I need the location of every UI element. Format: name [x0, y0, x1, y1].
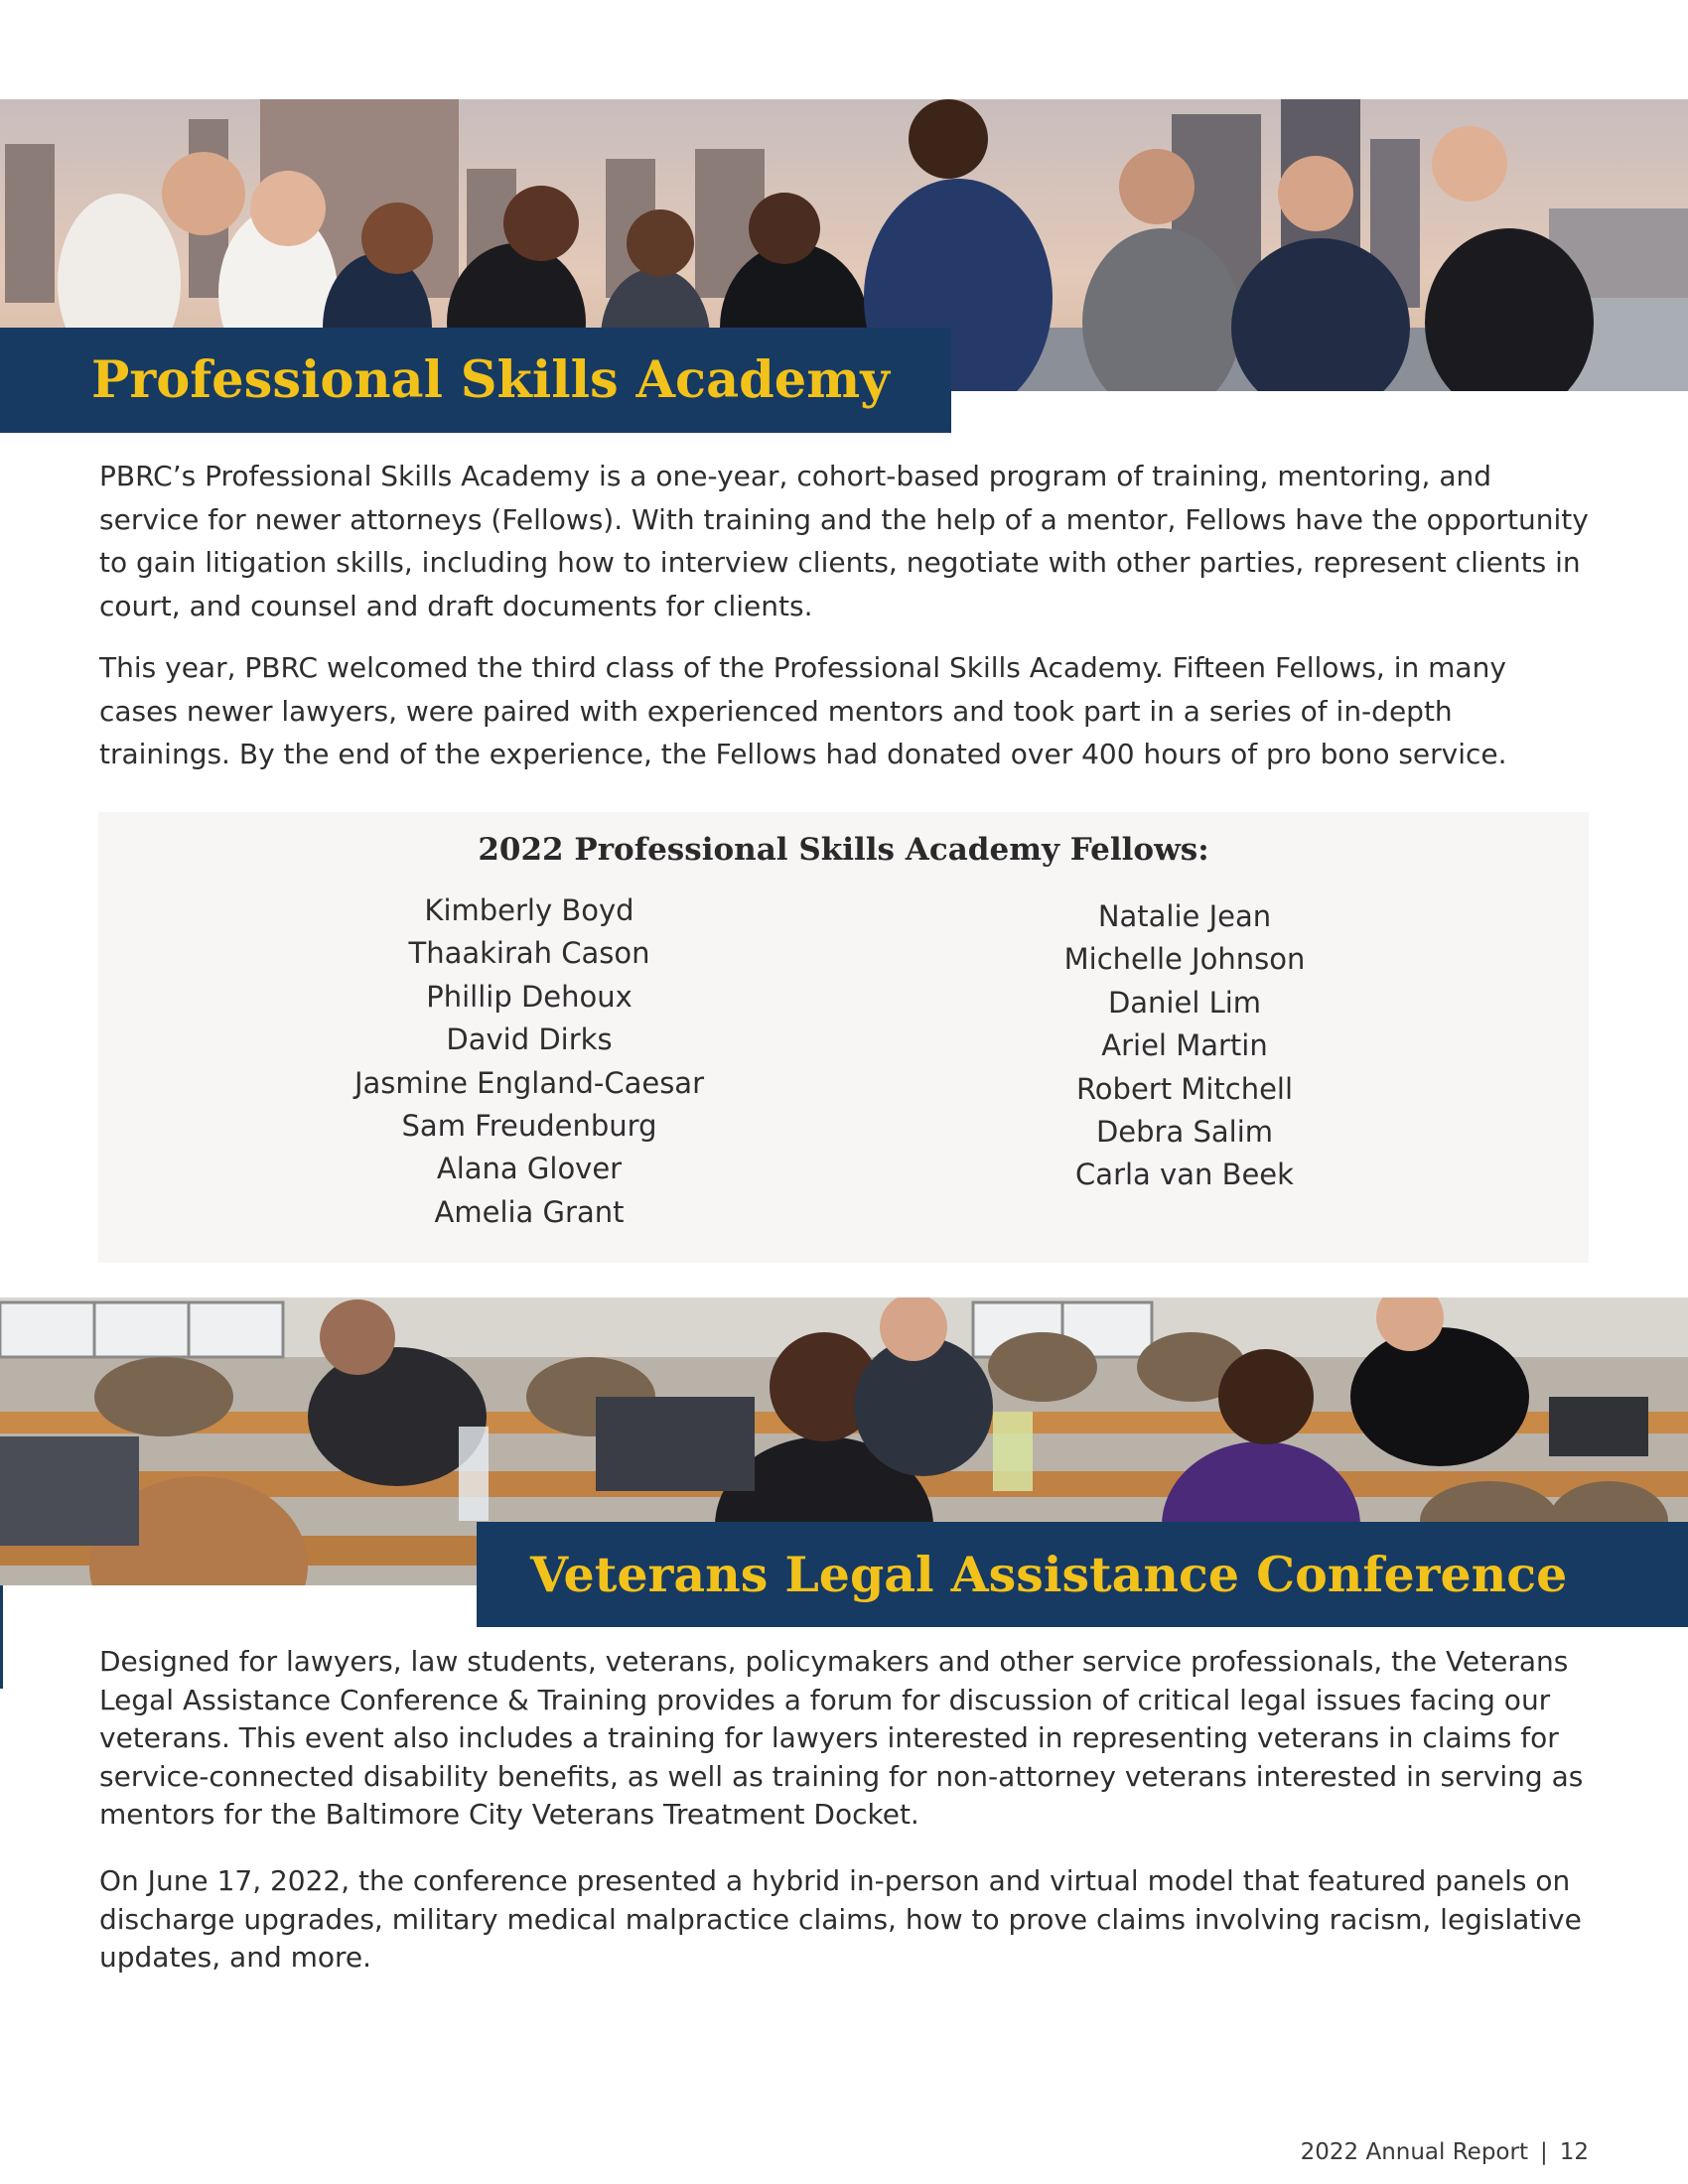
fellow-name: Sam Freudenburg [401, 1109, 657, 1144]
fellow-name: Robert Mitchell [1075, 1071, 1294, 1106]
fellow-name: Debra Salim [1095, 1115, 1274, 1150]
vlac-event-paragraph: On June 17, 2022, the conference presented a hybrid in-person and virtual model that featured panels on discharge upgrades, military medical malpractice claims, how to prove claims involving racism, legislative updates, and more. [99, 1864, 1582, 1975]
page-footer [1301, 2139, 1589, 2165]
fellow-name: Kimberly Boyd [424, 893, 634, 927]
fellow-name: Natalie Jean [1097, 899, 1272, 933]
accent-rule [0, 1585, 3, 1689]
fellows-list-box [98, 812, 1589, 1263]
fellow-name: Thaakirah Cason [408, 936, 650, 971]
psa-class-paragraph: This year, PBRC welcomed the third class of the Professional Skills Academy. Fifteen Fellows, in many cases newer lawyers, were paired with experienced mentors and took part in a series of in-depth trainings. By the end of the experience, the Fellows had donated over 400 hours of pro bono service. [99, 651, 1507, 770]
fellow-name: Jasmine England-Caesar [353, 1065, 705, 1100]
fellow-name: Alana Glover [436, 1152, 623, 1186]
section-title-veterans-legal-assistance-conference: Veterans Legal Assistance Conference [477, 1522, 1688, 1627]
fellows-heading: 2022 Professional Skills Academy Fellows: [478, 832, 1209, 868]
fellow-name: Amelia Grant [434, 1194, 625, 1229]
footer-separator: | [1539, 2139, 1548, 2165]
fellow-name: Carla van Beek [1075, 1158, 1294, 1192]
section-title-professional-skills-academy: Professional Skills Academy [0, 328, 951, 433]
report-title: 2022 Annual Report [1300, 2139, 1528, 2165]
page-number: 12 [1559, 2139, 1589, 2165]
vlac-description-paragraph: Designed for lawyers, law students, veterans, policymakers and other service professionals, the Veterans Legal Assistance Conference & Training provides a forum for discussion of critical legal issues facing our veterans. This event also includes a training for lawyers interested in representing veterans in claims for service-connected disability benefits, as well as training for non-attorney veterans interested in serving as mentors for the Baltimore City Veterans Treatment Docket. [99, 1645, 1584, 1832]
fellows-column-right [976, 895, 1393, 1197]
fellow-name: Daniel Lim [1107, 985, 1262, 1020]
fellow-name: Phillip Dehoux [426, 979, 633, 1014]
fellow-name: Ariel Martin [1101, 1028, 1268, 1063]
fellows-column-left [331, 889, 728, 1234]
fellow-name: David Dirks [446, 1023, 613, 1057]
psa-description-paragraph: PBRC’s Professional Skills Academy is a one-year, cohort-based program of training, mentoring, and service for newer attorneys (Fellows). With training and the help of a mentor, Fellows have the opportunity to gain litigation skills, including how to interview clients, negotiate with other parties, represent clients in court, and counsel and draft documents for clients. [99, 460, 1589, 622]
fellow-name: Michelle Johnson [1063, 942, 1306, 977]
